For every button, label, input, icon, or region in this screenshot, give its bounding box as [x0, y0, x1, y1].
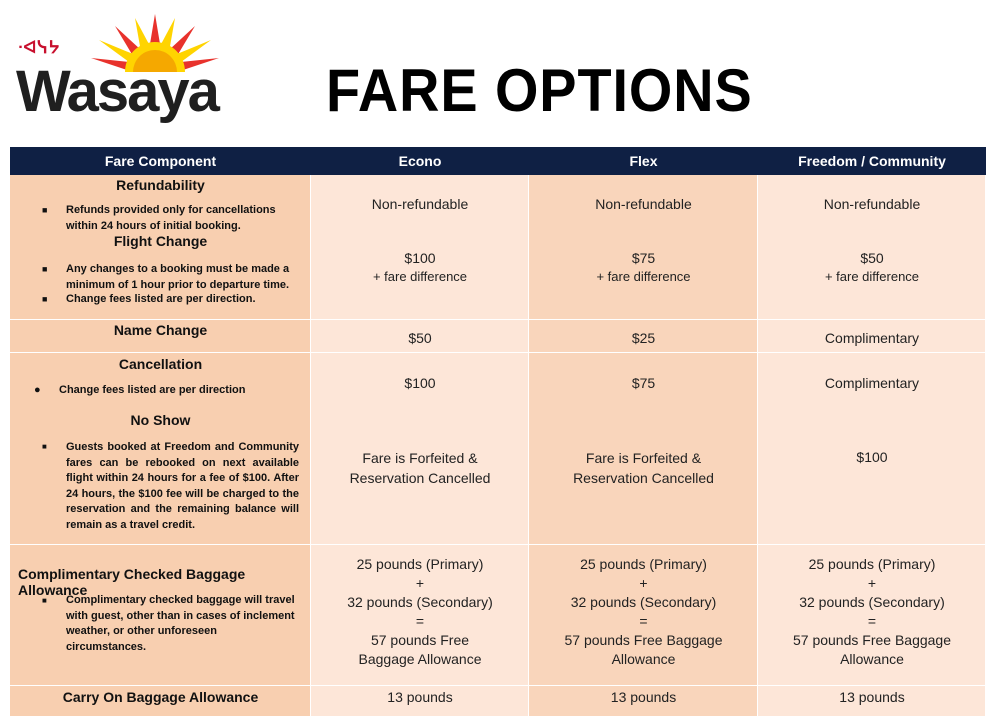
- econo-no-show-2: Reservation Cancelled: [349, 470, 491, 486]
- flex-bag-3: 32 pounds (Secondary): [570, 594, 717, 610]
- econo-change-fee: $100: [404, 250, 436, 266]
- cancellation-note: Change fees listed are per direction: [59, 384, 246, 396]
- freedom-carry-on: 13 pounds: [839, 689, 905, 705]
- flex-refund: Non-refundable: [595, 196, 692, 212]
- freedom-bag-5: 57 pounds Free Baggage: [792, 632, 951, 648]
- flight-change-title: Flight Change: [113, 233, 208, 249]
- freedom-no-show: $100: [856, 449, 888, 465]
- flex-cancellation: $75: [631, 375, 656, 391]
- freedom-bag-2: +: [867, 575, 877, 591]
- econo-change-sub: + fare difference: [372, 269, 468, 284]
- bullet-icon: ■: [42, 596, 47, 605]
- header-econo: Econo: [311, 147, 529, 175]
- flex-bag-2: +: [639, 575, 648, 591]
- econo-bag-2: +: [415, 575, 425, 591]
- carry-on-title: Carry On Baggage Allowance: [62, 689, 259, 705]
- header-fare-component: Fare Component: [10, 147, 311, 175]
- flex-change-sub: + fare difference: [596, 269, 691, 284]
- name-change-title: Name Change: [113, 322, 208, 338]
- freedom-bag-1: 25 pounds (Primary): [808, 556, 936, 572]
- flex-bag-1: 25 pounds (Primary): [580, 556, 707, 572]
- no-show-note: Guests booked at Freedom and Community fares can be rebooked on next available flight within 24 hours for a fee of $100. After 24 hours, the $100 fee will be charged to the reservation and the remaining balance will remain as a travel credit.: [66, 441, 299, 531]
- flex-carry-on: 13 pounds: [610, 689, 677, 705]
- flex-no-show-1: Fare is Forfeited &: [585, 450, 702, 466]
- wasaya-logo: [12, 10, 222, 124]
- refundability-note: Refunds provided only for cancellations within 24 hours of initial booking.: [66, 204, 276, 232]
- freedom-refund: Non-refundable: [823, 196, 921, 212]
- refundability-title: Refundability: [116, 177, 205, 193]
- flex-bag-5: 57 pounds Free Baggage: [564, 632, 723, 648]
- header-flex: Flex: [529, 147, 758, 175]
- econo-bag-5: 57 pounds Free: [370, 632, 470, 648]
- econo-bag-3: 32 pounds (Secondary): [347, 594, 493, 610]
- cancellation-title: Cancellation: [118, 356, 203, 372]
- checked-baggage-note: Complimentary checked baggage will travel with guest, other than in cases of inclement weather, or other unforeseen circumstances.: [66, 594, 295, 653]
- flex-no-show-2: Reservation Cancelled: [573, 470, 714, 486]
- bullet-icon: ■: [42, 294, 48, 304]
- econo-refund: Non-refundable: [371, 196, 469, 212]
- checked-baggage-title: Complimentary Checked Baggage Allowance: [18, 566, 246, 598]
- econo-name-change: $50: [408, 330, 432, 346]
- econo-bag-4: =: [415, 613, 425, 629]
- bullet-icon: ●: [34, 384, 41, 396]
- flight-change-note-2: Change fees listed are per direction.: [66, 293, 256, 305]
- bullet-icon: ■: [42, 264, 48, 274]
- freedom-bag-4: =: [867, 613, 877, 629]
- bullet-icon: ■: [42, 205, 48, 215]
- econo-no-show-1: Fare is Forfeited &: [362, 450, 478, 466]
- logo-wordmark: Wasaya: [16, 59, 218, 124]
- flex-bag-6: Allowance: [611, 651, 676, 667]
- flex-change-fee: $75: [631, 250, 656, 266]
- freedom-cancellation: Complimentary: [824, 375, 920, 391]
- page-title: FARE OPTIONS: [326, 57, 753, 124]
- econo-carry-on: 13 pounds: [387, 689, 453, 705]
- econo-cancellation: $100: [404, 375, 436, 391]
- header-freedom: Freedom / Community: [758, 147, 986, 175]
- freedom-bag-6: Allowance: [840, 651, 904, 667]
- econo-bag-6: Baggage Allowance: [358, 651, 482, 667]
- flex-bag-4: =: [639, 613, 648, 629]
- freedom-name-change: Complimentary: [824, 330, 920, 346]
- flight-change-note-1: Any changes to a booking must be made a minimum of 1 hour prior to departure time.: [66, 263, 290, 291]
- flex-name-change: $25: [631, 330, 656, 346]
- no-show-title: No Show: [130, 412, 191, 428]
- fare-table: [10, 147, 986, 717]
- bullet-icon: ■: [42, 442, 47, 451]
- freedom-change-sub: + fare difference: [824, 269, 920, 284]
- freedom-change-fee: $50: [860, 250, 884, 266]
- logo-syllabics: ᐧᐊᓭᔭ: [18, 38, 61, 57]
- freedom-bag-3: 32 pounds (Secondary): [799, 594, 945, 610]
- econo-bag-1: 25 pounds (Primary): [356, 556, 484, 572]
